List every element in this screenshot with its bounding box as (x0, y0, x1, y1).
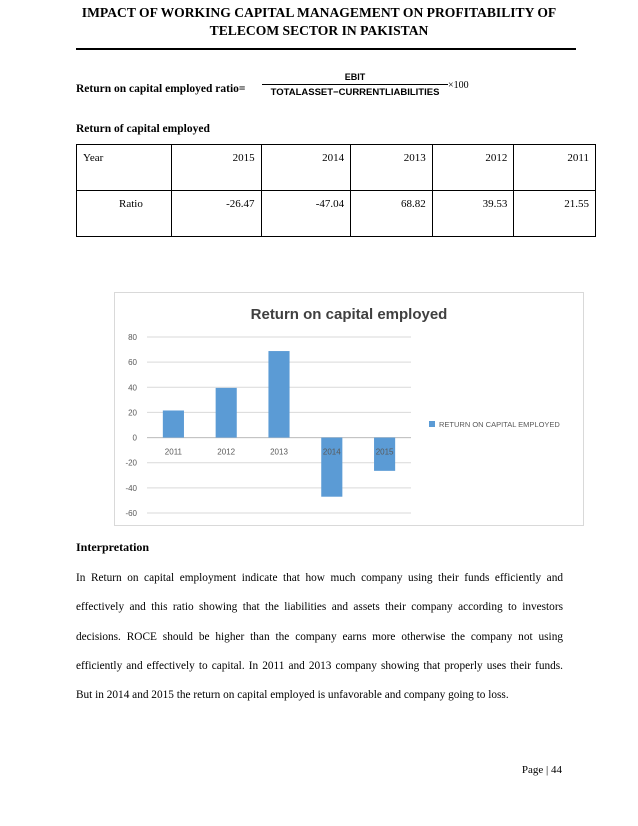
table-year-cell: 2011 (514, 145, 596, 191)
x-tick-label: 2015 (375, 447, 394, 457)
formula-multiplier: ×100 (448, 80, 469, 91)
table-year-cell: 2012 (432, 145, 514, 191)
y-tick-label: -40 (125, 483, 137, 493)
table-ratio-cell: 39.53 (432, 191, 514, 237)
formula-label: Return on capital employed ratio= (76, 83, 246, 95)
legend-swatch (429, 421, 435, 427)
formula-row (76, 72, 496, 112)
chart-bar (268, 351, 289, 438)
table-year-cell: 2013 (351, 145, 433, 191)
chart-title: Return on capital employed (250, 306, 448, 323)
page-header (0, 4, 638, 40)
y-tick-label: 20 (128, 408, 137, 418)
interpretation-title: Interpretation (76, 540, 150, 554)
roce-table (76, 144, 596, 237)
header-rule (76, 48, 576, 50)
y-tick-label: -20 (125, 458, 137, 468)
section-title: Return of capital employed (76, 123, 210, 135)
y-tick-label: 0 (132, 433, 137, 443)
formula-denominator: TOTALASSET−CURRENTLIABILITIES (270, 87, 440, 98)
chart-bar (216, 388, 237, 438)
formula-numerator: EBIT (344, 72, 366, 82)
y-tick-label: -60 (125, 509, 137, 518)
table-ratio-cell: 68.82 (351, 191, 433, 237)
roce-chart (114, 292, 584, 526)
chart-svg (115, 293, 583, 525)
x-tick-label: 2014 (322, 447, 341, 457)
x-tick-label: 2013 (270, 447, 288, 457)
chart-bar (163, 410, 184, 437)
x-tick-label: 2012 (217, 447, 236, 457)
table-ratio-cell: -47.04 (261, 191, 351, 237)
table-row-years (77, 145, 596, 191)
x-tick-label: 2011 (164, 447, 183, 457)
fraction-bar (262, 84, 448, 85)
y-tick-label: 60 (128, 358, 137, 368)
legend-label: RETURN ON CAPITAL EMPLOYED (439, 420, 560, 429)
formula-fraction (262, 72, 522, 108)
table-row-ratios (77, 191, 596, 237)
table-ratio-cell: -26.47 (172, 191, 262, 237)
y-tick-label: 40 (128, 383, 137, 393)
table-year-cell: 2014 (261, 145, 351, 191)
table-row-label: Ratio (77, 191, 172, 237)
table-year-cell: 2015 (172, 145, 262, 191)
table-ratio-cell: 21.55 (514, 191, 596, 237)
header-line-1: IMPACT OF WORKING CAPITAL MANAGEMENT ON PROFITABILITY OF (81, 5, 557, 20)
interpretation-text: In Return on capital employment indicate that how much company using their funds efficiently and effectively and this ratio showing that the liabilities and assets their company according to investors decisions. ROCE should be higher than the company earns more otherwise the company not using efficiently and effectively to capital. In 2011 and 2013 company showing that properly uses their funds. But in 2014 and 2015 the return on capital employed is unfavorable and company going to loss. (76, 572, 563, 702)
table-header-label: Year (77, 145, 172, 191)
page-number: Page | 44 (521, 764, 562, 776)
chart-bar (321, 438, 342, 497)
header-line-2: TELECOM SECTOR IN PAKISTAN (209, 23, 429, 38)
y-tick-label: 80 (128, 333, 137, 342)
